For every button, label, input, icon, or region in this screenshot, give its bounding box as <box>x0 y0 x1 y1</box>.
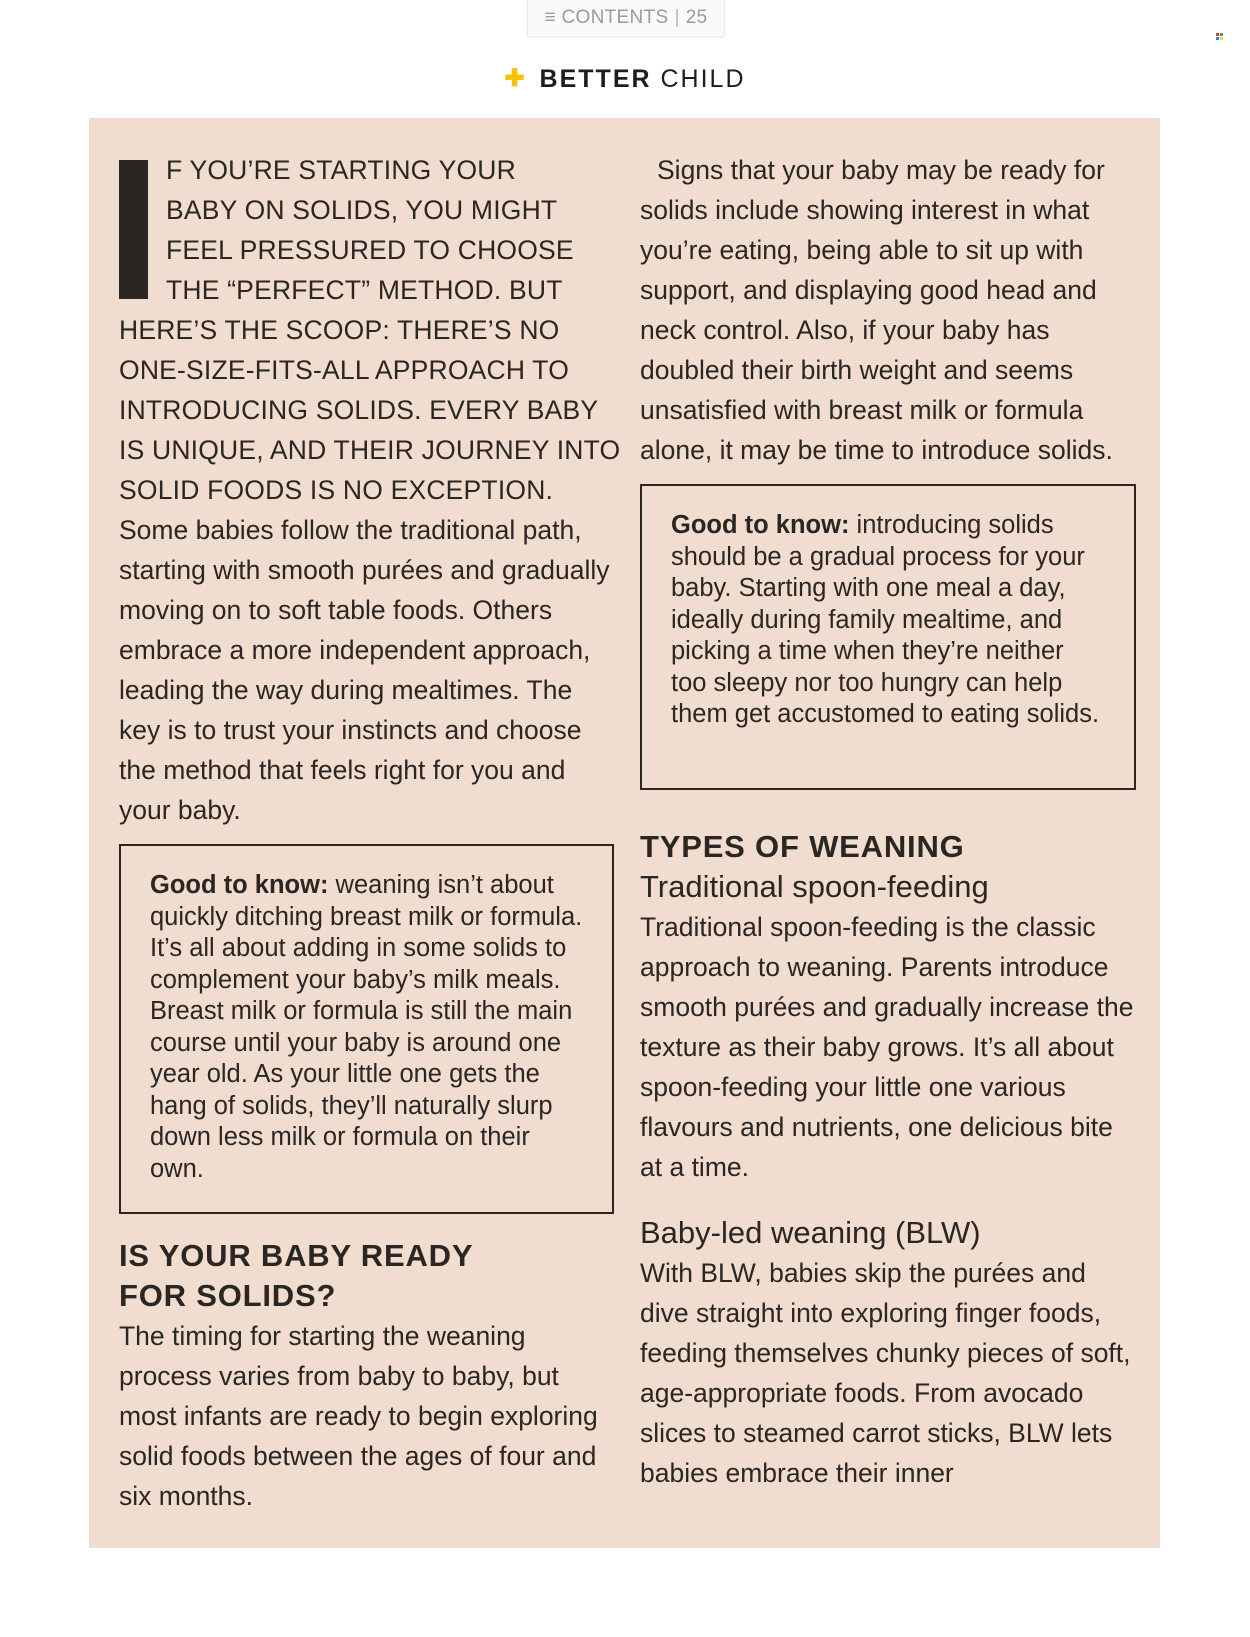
right-column <box>640 150 1140 1493</box>
intro-line: FEEL PRESSURED TO CHOOSE <box>166 235 574 265</box>
box-text: introducing solids should be a gradual process for your baby. Starting with one meal a day, ideally during family mealtime, and picking a time when they’re neither too sleepy nor too hungry can help them get accustomed to eating solids. <box>671 511 1100 728</box>
brand-regular: CHILD <box>660 65 746 93</box>
plus-cross-icon: ✚ <box>504 65 527 92</box>
ready-body: The timing for starting the weaning process varies from baby to baby, but most infants are ready to begin exploring solid foods between the ages of four and six months. <box>119 1321 598 1511</box>
spoon-body: Traditional spoon-feeding is the classic approach to weaning. Parents introduce smooth purées and gradually increase the texture as their baby grows. It’s all about spoon-feeding your little one various flavours and nutrients, one delicious bite at a time. <box>640 912 1134 1182</box>
box-label: Good to know: <box>671 511 850 539</box>
intro-line: INTRODUCING SOLIDS. EVERY BABY <box>119 395 599 425</box>
page-number: 25 <box>685 7 708 28</box>
intro-line: BABY ON SOLIDS, YOU MIGHT <box>166 195 558 225</box>
contents-link[interactable]: ≡ CONTENTS <box>544 7 669 28</box>
blw-body: With BLW, babies skip the purées and dive straight into exploring finger foods, feeding themselves chunky pieces of soft, age-appropriate foods. From avocado slices to steamed carrot sticks, BLW lets babies embrace their inner <box>640 1258 1131 1488</box>
dropcap-i <box>119 160 148 299</box>
intro <box>119 150 621 830</box>
types-heading: TYPES OF WEANING <box>640 829 965 864</box>
brand-bold: BETTER <box>539 65 652 93</box>
intro-line: HERE’S THE SCOOP: THERE’S NO <box>119 315 560 345</box>
intro-caps <box>119 150 621 510</box>
good-to-know-box-right <box>640 484 1136 790</box>
ready-heading-line: IS YOUR BABY READY <box>119 1238 474 1273</box>
signs-body: Signs that your baby may be ready for solids include showing interest in what you’re eating, being able to sit up with support, and displaying good head and neck control. Also, if your baby has doubled their birth weight and seems unsatisfied with breast milk or formula alone, it may be time to introduce solids. <box>640 155 1113 465</box>
masthead <box>0 64 1250 94</box>
intro-line: IS UNIQUE, AND THEIR JOURNEY INTO <box>119 435 621 465</box>
corner-mark-icon <box>1216 33 1223 40</box>
nav-separator: | <box>674 7 680 28</box>
good-to-know-box-left <box>119 844 614 1214</box>
box-text: weaning isn’t about quickly ditching breast milk or formula. It’s all about adding in some solids to complement your baby’s milk meals. Breast milk or formula is still the main course until your baby is around one year old. As your little one gets the hang of solids, they’ll naturally slurp down less milk or formula on their own. <box>150 871 583 1183</box>
spoon-heading: Traditional spoon-feeding <box>640 869 989 904</box>
contents-tab[interactable] <box>527 0 725 37</box>
intro-line: ONE-SIZE-FITS-ALL APPROACH TO <box>119 355 570 385</box>
intro-body: Some babies follow the traditional path, starting with smooth purées and gradually moving on to soft table foods. Others embrace a more independent approach, leading the way during mealtimes. The key is to trust your instincts and choose the method that feels right for you and your baby. <box>119 515 610 825</box>
ready-heading-line: FOR SOLIDS? <box>119 1278 337 1313</box>
blw-heading: Baby-led weaning (BLW) <box>640 1215 981 1250</box>
intro-line: THE “PERFECT” METHOD. BUT <box>166 275 563 305</box>
box-label: Good to know: <box>150 871 329 899</box>
intro-line: F YOU’RE STARTING YOUR <box>166 155 516 185</box>
left-column <box>119 150 621 1516</box>
ready-heading <box>119 1236 614 1316</box>
intro-line: SOLID FOODS IS NO EXCEPTION. <box>119 475 554 505</box>
